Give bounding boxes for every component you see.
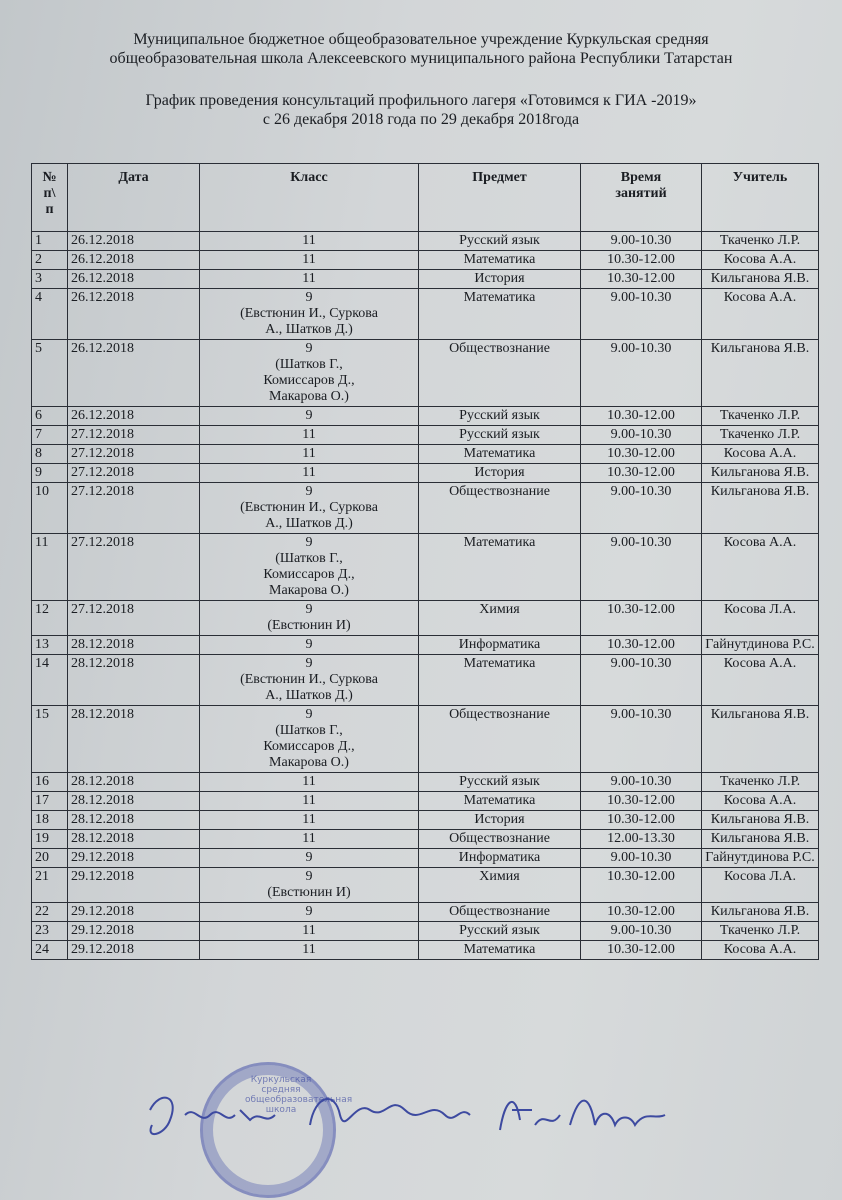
row-subject: Математика [419, 289, 581, 340]
class-grade: 9 [305, 484, 313, 499]
row-subject: История [419, 270, 581, 289]
signature-stroke-2 [310, 1099, 470, 1125]
schedule-body [32, 232, 819, 960]
schedule-table [31, 163, 819, 960]
row-class [200, 941, 419, 960]
table-row [32, 464, 819, 483]
row-class [200, 601, 419, 636]
organization-header [0, 30, 842, 68]
row-class [200, 811, 419, 830]
row-teacher: Кильганова Я.В. [702, 811, 819, 830]
table-row [32, 289, 819, 340]
row-teacher: Косова А.А. [702, 941, 819, 960]
row-number: 18 [32, 811, 68, 830]
row-class [200, 464, 419, 483]
signature-stroke-1 [150, 1098, 275, 1134]
table-row [32, 601, 819, 636]
row-class [200, 483, 419, 534]
row-class [200, 270, 419, 289]
row-class [200, 903, 419, 922]
table-row [32, 706, 819, 773]
class-students-line: А., Шатков Д.) [265, 322, 353, 337]
class-grade: 9 [305, 535, 313, 550]
class-grade: 9 [305, 707, 313, 722]
row-class [200, 340, 419, 407]
row-class [200, 636, 419, 655]
class-grade: 9 [305, 408, 313, 423]
row-teacher: Кильганова Я.В. [702, 340, 819, 407]
row-time: 9.00-10.30 [581, 426, 702, 445]
row-teacher: Косова Л.А. [702, 868, 819, 903]
row-date: 27.12.2018 [68, 426, 200, 445]
table-row [32, 868, 819, 903]
row-time: 9.00-10.30 [581, 922, 702, 941]
row-number: 4 [32, 289, 68, 340]
row-date: 28.12.2018 [68, 706, 200, 773]
row-subject: История [419, 464, 581, 483]
class-students-line: (Евстюнин И., Суркова [240, 672, 378, 687]
class-grade: 11 [302, 942, 316, 957]
class-students-line: (Шатков Г., [275, 357, 343, 372]
row-time: 10.30-12.00 [581, 445, 702, 464]
stamp-text: Куркульская средняя общеобразовательная школа [245, 1075, 353, 1115]
table-row [32, 811, 819, 830]
row-date: 28.12.2018 [68, 636, 200, 655]
table-row [32, 922, 819, 941]
table-row [32, 483, 819, 534]
row-number: 17 [32, 792, 68, 811]
column-header-subject: Предмет [419, 164, 581, 232]
row-class [200, 426, 419, 445]
signature-stroke-3 [500, 1101, 665, 1130]
row-date: 27.12.2018 [68, 483, 200, 534]
title-line-1: График проведения консультаций профильного лагеря «Готовимся к ГИА -2019» [145, 92, 697, 109]
row-class [200, 289, 419, 340]
row-class [200, 773, 419, 792]
class-grade: 9 [305, 637, 313, 652]
row-time: 10.30-12.00 [581, 251, 702, 270]
row-subject: Обществознание [419, 903, 581, 922]
class-students-line: (Евстюнин И., Суркова [240, 306, 378, 321]
row-number: 20 [32, 849, 68, 868]
row-teacher: Кильганова Я.В. [702, 830, 819, 849]
row-teacher: Ткаченко Л.Р. [702, 407, 819, 426]
row-date: 28.12.2018 [68, 655, 200, 706]
row-subject: Химия [419, 868, 581, 903]
row-time: 9.00-10.30 [581, 340, 702, 407]
row-subject: Математика [419, 251, 581, 270]
row-class [200, 830, 419, 849]
row-class [200, 849, 419, 868]
class-students-line: Комиссаров Д., [263, 567, 355, 582]
row-teacher: Ткаченко Л.Р. [702, 922, 819, 941]
row-date: 26.12.2018 [68, 232, 200, 251]
column-header-date: Дата [68, 164, 200, 232]
table-row [32, 340, 819, 407]
row-time: 10.30-12.00 [581, 941, 702, 960]
row-number: 12 [32, 601, 68, 636]
row-date: 28.12.2018 [68, 830, 200, 849]
row-date: 29.12.2018 [68, 941, 200, 960]
row-number: 6 [32, 407, 68, 426]
row-time: 9.00-10.30 [581, 534, 702, 601]
row-time: 9.00-10.30 [581, 232, 702, 251]
document-title [0, 91, 842, 129]
class-students-line: Макарова О.) [269, 389, 349, 404]
row-subject: Русский язык [419, 773, 581, 792]
row-subject: Русский язык [419, 407, 581, 426]
row-date: 26.12.2018 [68, 270, 200, 289]
class-students-line: (Шатков Г., [275, 723, 343, 738]
row-teacher: Косова А.А. [702, 792, 819, 811]
table-row [32, 251, 819, 270]
row-number: 14 [32, 655, 68, 706]
class-students-line: Макарова О.) [269, 755, 349, 770]
row-teacher: Косова А.А. [702, 289, 819, 340]
row-number: 9 [32, 464, 68, 483]
row-teacher: Гайнутдинова Р.С. [702, 849, 819, 868]
row-time: 10.30-12.00 [581, 270, 702, 289]
table-row [32, 903, 819, 922]
table-row [32, 655, 819, 706]
row-number: 24 [32, 941, 68, 960]
row-time: 10.30-12.00 [581, 792, 702, 811]
row-subject: Русский язык [419, 922, 581, 941]
row-time: 10.30-12.00 [581, 868, 702, 903]
class-grade: 9 [305, 602, 313, 617]
table-row [32, 773, 819, 792]
table-row [32, 426, 819, 445]
row-time: 10.30-12.00 [581, 903, 702, 922]
row-date: 29.12.2018 [68, 903, 200, 922]
class-students-line: (Шатков Г., [275, 551, 343, 566]
class-students-line: А., Шатков Д.) [265, 688, 353, 703]
row-time: 10.30-12.00 [581, 464, 702, 483]
column-header-teacher: Учитель [702, 164, 819, 232]
class-grade: 11 [302, 774, 316, 789]
column-header-time: Время занятий [581, 164, 702, 232]
row-time: 12.00-13.30 [581, 830, 702, 849]
row-subject: Математика [419, 534, 581, 601]
row-teacher: Косова А.А. [702, 534, 819, 601]
row-time: 9.00-10.30 [581, 289, 702, 340]
row-subject: Русский язык [419, 232, 581, 251]
class-students-line: Комиссаров Д., [263, 373, 355, 388]
row-time: 10.30-12.00 [581, 811, 702, 830]
row-number: 2 [32, 251, 68, 270]
row-teacher: Гайнутдинова Р.С. [702, 636, 819, 655]
row-subject: История [419, 811, 581, 830]
table-row [32, 792, 819, 811]
row-date: 29.12.2018 [68, 868, 200, 903]
class-grade: 9 [305, 290, 313, 305]
row-subject: Информатика [419, 636, 581, 655]
row-number: 5 [32, 340, 68, 407]
row-teacher: Косова А.А. [702, 445, 819, 464]
table-row [32, 830, 819, 849]
class-grade: 11 [302, 923, 316, 938]
row-subject: Математика [419, 792, 581, 811]
class-grade: 11 [302, 252, 316, 267]
table-row [32, 270, 819, 289]
row-subject: Математика [419, 941, 581, 960]
row-time: 9.00-10.30 [581, 773, 702, 792]
row-date: 27.12.2018 [68, 445, 200, 464]
director-signature [140, 1080, 720, 1160]
row-class [200, 445, 419, 464]
row-number: 23 [32, 922, 68, 941]
column-header-class: Класс [200, 164, 419, 232]
row-time: 9.00-10.30 [581, 655, 702, 706]
table-row [32, 445, 819, 464]
row-date: 28.12.2018 [68, 811, 200, 830]
row-number: 1 [32, 232, 68, 251]
row-teacher: Кильганова Я.В. [702, 270, 819, 289]
row-subject: Химия [419, 601, 581, 636]
row-teacher: Кильганова Я.В. [702, 903, 819, 922]
row-time: 10.30-12.00 [581, 407, 702, 426]
organization-line-1: Муниципальное бюджетное общеобразовательное учреждение Куркульская средняя [133, 31, 709, 48]
row-class [200, 922, 419, 941]
row-subject: Математика [419, 655, 581, 706]
class-grade: 11 [302, 427, 316, 442]
organization-line-2: общеобразовательная школа Алексеевского муниципального района Республики Татарстан [109, 50, 733, 67]
row-number: 3 [32, 270, 68, 289]
class-grade: 9 [305, 341, 313, 356]
row-teacher: Кильганова Я.В. [702, 706, 819, 773]
row-date: 26.12.2018 [68, 251, 200, 270]
row-class [200, 655, 419, 706]
row-subject: Русский язык [419, 426, 581, 445]
row-subject: Математика [419, 445, 581, 464]
row-time: 9.00-10.30 [581, 483, 702, 534]
row-class [200, 232, 419, 251]
row-number: 13 [32, 636, 68, 655]
class-grade: 11 [302, 233, 316, 248]
row-time: 9.00-10.30 [581, 706, 702, 773]
row-teacher: Ткаченко Л.Р. [702, 232, 819, 251]
row-time: 10.30-12.00 [581, 636, 702, 655]
row-class [200, 407, 419, 426]
row-time: 10.30-12.00 [581, 601, 702, 636]
class-grade: 9 [305, 904, 313, 919]
class-grade: 11 [302, 831, 316, 846]
class-students-line: Комиссаров Д., [263, 739, 355, 754]
row-number: 10 [32, 483, 68, 534]
table-row [32, 232, 819, 251]
row-date: 28.12.2018 [68, 773, 200, 792]
class-students-line: (Евстюнин И) [267, 618, 351, 633]
class-students-line: (Евстюнин И., Суркова [240, 500, 378, 515]
row-date: 27.12.2018 [68, 534, 200, 601]
row-date: 29.12.2018 [68, 849, 200, 868]
row-class [200, 706, 419, 773]
table-header-row [32, 164, 819, 232]
class-students-line: Макарова О.) [269, 583, 349, 598]
row-subject: Обществознание [419, 706, 581, 773]
row-teacher: Ткаченко Л.Р. [702, 773, 819, 792]
row-subject: Информатика [419, 849, 581, 868]
row-teacher: Ткаченко Л.Р. [702, 426, 819, 445]
row-date: 26.12.2018 [68, 340, 200, 407]
class-grade: 11 [302, 812, 316, 827]
row-teacher: Кильганова Я.В. [702, 464, 819, 483]
row-time: 9.00-10.30 [581, 849, 702, 868]
row-number: 8 [32, 445, 68, 464]
row-number: 7 [32, 426, 68, 445]
row-number: 16 [32, 773, 68, 792]
row-date: 27.12.2018 [68, 601, 200, 636]
row-class [200, 251, 419, 270]
class-students-line: А., Шатков Д.) [265, 516, 353, 531]
row-subject: Обществознание [419, 830, 581, 849]
class-students-line: (Евстюнин И) [267, 885, 351, 900]
row-subject: Обществознание [419, 483, 581, 534]
table-row [32, 407, 819, 426]
row-date: 28.12.2018 [68, 792, 200, 811]
row-class [200, 868, 419, 903]
row-number: 21 [32, 868, 68, 903]
row-teacher: Косова А.А. [702, 251, 819, 270]
column-header-number: № п\ п [32, 164, 68, 232]
class-grade: 9 [305, 869, 313, 884]
row-date: 26.12.2018 [68, 407, 200, 426]
row-class [200, 534, 419, 601]
class-grade: 11 [302, 465, 316, 480]
class-grade: 11 [302, 271, 316, 286]
row-date: 29.12.2018 [68, 922, 200, 941]
row-number: 11 [32, 534, 68, 601]
class-grade: 11 [302, 793, 316, 808]
row-date: 26.12.2018 [68, 289, 200, 340]
row-class [200, 792, 419, 811]
row-number: 15 [32, 706, 68, 773]
table-row [32, 636, 819, 655]
row-date: 27.12.2018 [68, 464, 200, 483]
row-subject: Обществознание [419, 340, 581, 407]
class-grade: 9 [305, 850, 313, 865]
table-row [32, 941, 819, 960]
title-line-2: с 26 декабря 2018 года по 29 декабря 2018года [262, 111, 580, 128]
class-grade: 9 [305, 656, 313, 671]
table-row [32, 849, 819, 868]
class-grade: 11 [302, 446, 316, 461]
row-teacher: Косова Л.А. [702, 601, 819, 636]
table-row [32, 534, 819, 601]
row-number: 19 [32, 830, 68, 849]
row-number: 22 [32, 903, 68, 922]
row-teacher: Косова А.А. [702, 655, 819, 706]
row-teacher: Кильганова Я.В. [702, 483, 819, 534]
